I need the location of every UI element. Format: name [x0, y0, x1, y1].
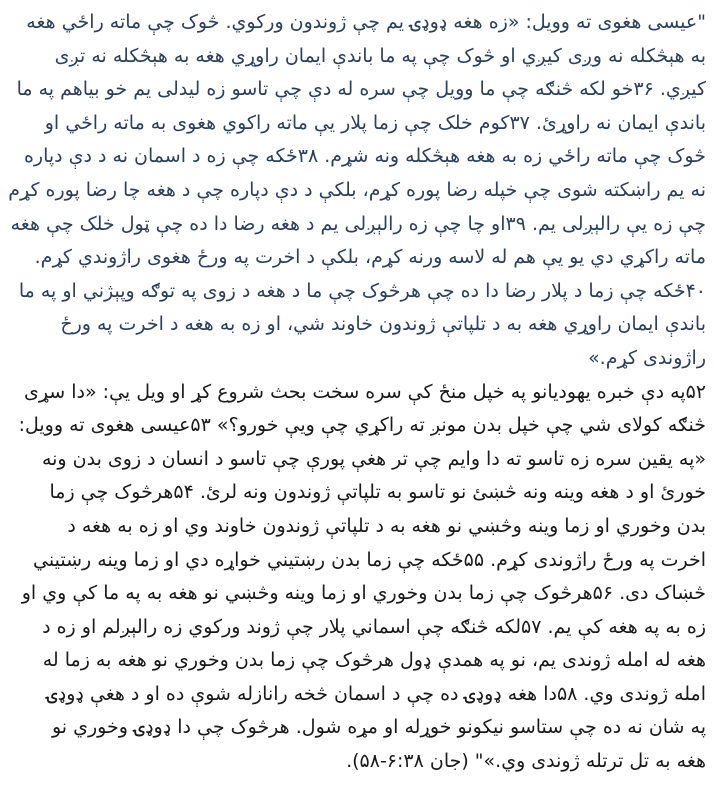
- text-line: ۴۰ځکه چې زما د پلار رضا دا ده چې هرڅوک چې ما د هغه د زوی په توګه وپېژني او په ما: [18, 279, 706, 302]
- text-line: "عیسی هغوی ته وویل: «زه هغه ډوډۍ یم چې ژوندون ورکوي. څوک چې ماته راځي هغه: [26, 11, 706, 33]
- scripture-paragraph-2: [8, 376, 706, 779]
- text-line: باندې ایمان راوړي هغه به د تلپاتې ژوندون خاوند شي، او زه به هغه د اخرت په ورځ: [60, 313, 706, 336]
- text-line: زه به په هغه کې یم. ۵۷لکه څنګه چې اسماني پلار چې ژوند ورکوي زه رالېږلم او زه د: [42, 615, 706, 638]
- text-line: هغه له امله ژوندی یم، نو په همدې ډول هرڅوک چې زما بدن وخوري نو هغه به زما له: [42, 649, 706, 672]
- text-line: باندې ایمان نه راوړئ. ۳۷کوم خلک چې زما پلار یې ماته راکوي هغوی به ماته راځي او: [44, 111, 706, 134]
- text-line: چې زه یې رالېږلی یم. ۳۹او چا چې زه رالېږلی یم د هغه رضا دا ده چې ټول خلک چې هغه: [10, 212, 706, 235]
- text-line: هغه به تل ترتله ژوندی وي.»" (جان ۶:۳۸-۵۸).: [346, 750, 706, 773]
- text-line: «په یقین سره زه تاسو ته دا وایم چې تر هغې پورې چې تاسو د انسان د زوی بدن ونه: [41, 447, 706, 470]
- text-line: راژوندی کړم.»: [588, 346, 706, 369]
- text-line: بدن وخوري او زما وینه وڅښي نو هغه به د تلپاتې ژوندون خاوند وي او زه به هغه د: [67, 514, 706, 537]
- text-line: خورئ او د هغه وینه ونه څښئ نو تاسو به تلپاتې ژوندون ونه لرئ. ۵۴هرڅوک چې زما: [49, 481, 706, 504]
- text-line: اخرت په ورځ راژوندی کړم. ۵۵ځکه چې زما بدن رښتیني خواړه دي او زما وینه رښتیني: [33, 548, 706, 571]
- scripture-paragraph-1: [8, 6, 706, 376]
- text-line: په شان نه ده چې ستاسو نیکونو خوړله او مړه شول. هرڅوک چې دا ډوډۍ وخوري نو: [51, 716, 706, 739]
- text-line: کیږي. ۳۶خو لکه څنګه چې ما وویل چې سره له دې چې تاسو زه لیدلی یم خو بیاهم په ما: [16, 78, 706, 101]
- text-line: نه یم راښکته شوی چې خپله رضا پوره کړم، بلکې د دې دپاره چې د هغه چا رضا پوره کړم: [8, 178, 706, 201]
- text-line: ۵۲په دې خبره یهودیانو په خپل منځ کې سره سخت بحث شروع کړ او ویل یې: «دا سړی: [23, 380, 706, 403]
- text-line: څوک چې ماته راځي زه به هغه هېڅکله ونه شړم. ۳۸ځکه چې زه د اسمان نه د دې دپاره: [23, 145, 706, 168]
- text-line: امله ژوندی وي. ۵۸دا هغه ډوډۍ ده چې د اسمان څخه رانازله شوې ده او د هغې ډوډۍ: [46, 682, 706, 705]
- text-line: څښاک دی. ۵۶هرڅوک چې زما بدن وخوري او زما وینه وڅښي نو هغه به په ما کې وي او: [21, 582, 706, 605]
- text-line: به هېڅکله نه وږی کیږي او څوک چې په ما باندې ایمان راوړي هغه به هېڅکله نه تږی: [54, 44, 706, 67]
- text-line: ماته راکړي دي یو یې هم له لاسه ورنه کړم، بلکې د اخرت په ورځ هغوی راژوندي کړم.: [34, 246, 706, 269]
- text-line: څنګه کولای شي چې خپل بدن مونږ ته راکړي چې ویې خورو؟» ۵۳عیسی هغوی ته وویل:: [18, 414, 706, 437]
